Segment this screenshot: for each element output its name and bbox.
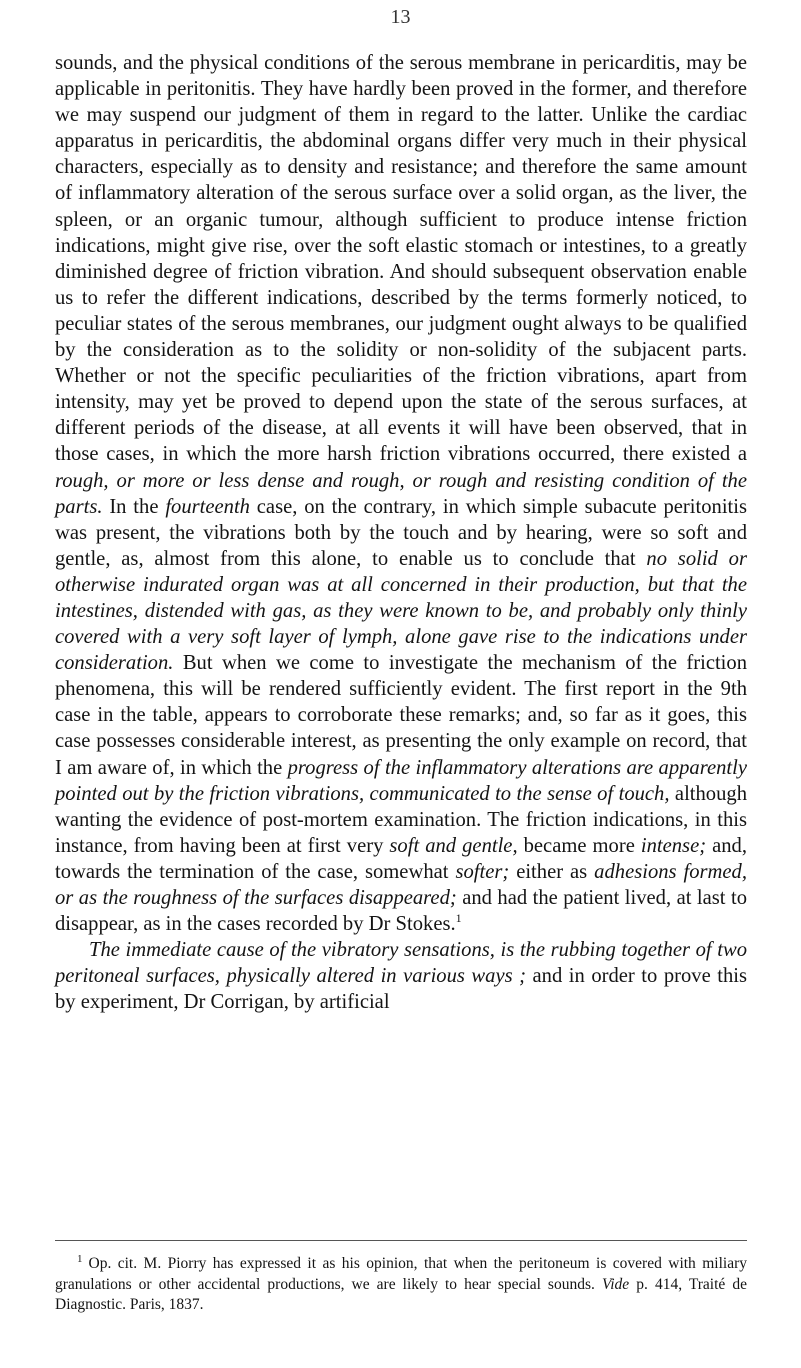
paragraph-1 [55, 50, 747, 937]
footnote-divider [55, 1240, 747, 1241]
p1-text-4: But when we come to investigate the mechanism of the friction phenomena, this will be rendered sufficiently evident. The first report in the 9th case in the table, appears to corroborate these remarks; and, so far as it goes, this case possesses considerable interest, as presenting the only example on record, that I am aware of, in which the [55, 652, 747, 779]
p1-italic-1: rough, or more or less dense and rough, or rough and resisting condition of the parts. [55, 469, 747, 518]
p1-text-6: became more [517, 834, 641, 857]
footnote-marker: 1 [77, 1252, 83, 1265]
footnote-italic-1: Vide [601, 1275, 630, 1293]
p1-italic-4: progress of the inflammatory alterations are apparently pointed out by the friction vibrations, communicated to the sense of touch, [55, 756, 747, 805]
p1-italic-3: no solid or otherwise indurated organ was at all concerned in their production, but that the intestines, distended with gas, as they were known to be, and probably only thinly covered with a very soft layer of lymph, alone gave rise to the indications under consideration. [55, 547, 747, 675]
p1-italic-2: fourteenth [165, 495, 250, 518]
footnote-reference[interactable]: 1 [455, 911, 462, 926]
p1-text-2: In the [102, 495, 166, 518]
p1-italic-5: soft and gentle, [389, 834, 518, 857]
p1-text-7: and, towards the termination of the case, somewhat [55, 834, 747, 883]
p1-text-5: although wanting the evidence of post-mortem examination. The friction indications, in this instance, from having been at first very [55, 782, 747, 857]
p1-text-8: either as [509, 860, 595, 883]
body-text [55, 50, 747, 1015]
footnote [55, 1254, 747, 1316]
p1-text-9: and had the patient lived, at last to disappear, as in the cases recorded by Dr Stokes. [55, 887, 747, 936]
page-number: 13 [390, 6, 411, 28]
footnote-text-1: Op. cit. M. Piorry has expressed it as his opinion, that when the peritoneum is covered with miliary granulations or other accidental productions, we are likely to hear special sounds. [55, 1255, 747, 1293]
paragraph-2 [55, 937, 747, 1015]
p1-italic-8: adhesions formed, or as the roughness of the surfaces disappeared; [55, 860, 748, 909]
p1-text-3: case, on the contrary, in which simple subacute peritonitis was present, the vibrations both by the touch and by hearing, were so soft and gentle, as, almost from this alone, to enable us to conclude that [55, 495, 747, 570]
p1-text-1: sounds, and the physical conditions of the serous membrane in pericarditis, may be applicable in peritonitis. They have hardly been proved in the former, and therefore we may suspend our judgment of them in regard to the latter. Unlike the cardiac apparatus in pericarditis, the abdominal organs differ very much in their physical characters, especially as to density and resistance; and therefore the same amount of inflammatory alteration of the serous surface over a solid organ, as the liver, the spleen, or an organic tumour, although sufficient to produce intense friction indications, might give rise, over the soft elastic stomach or intestines, to a greatly diminished degree of friction vibration. And should subsequent observation enable us to refer the different indications, described by the terms formerly noticed, to peculiar states of the serous membranes, our judgment ought always to be qualified by the consideration as to the solidity or non-solidity of the subjacent parts. Whether or not the specific peculiarities of the friction vibrations, apart from intensity, may yet be proved to depend upon the state of the serous surfaces, at different periods of the disease, at all events it will have been observed, that in those cases, in which the more harsh friction vibrations occurred, there existed a [55, 52, 747, 466]
p1-italic-6: intense; [640, 834, 707, 857]
p1-italic-7: softer; [455, 860, 510, 883]
footnote-text-2: p. 414, Traité de Diagnostic. Paris, 1837. [55, 1275, 747, 1313]
p2-italic-1: The immediate cause of the vibratory sensations, is the rubbing together of two peritoneal surfaces, physically altered in various ways ; [55, 939, 747, 988]
p2-text-1: and in order to prove this by experiment, Dr Corrigan, by artificial [55, 965, 747, 1014]
